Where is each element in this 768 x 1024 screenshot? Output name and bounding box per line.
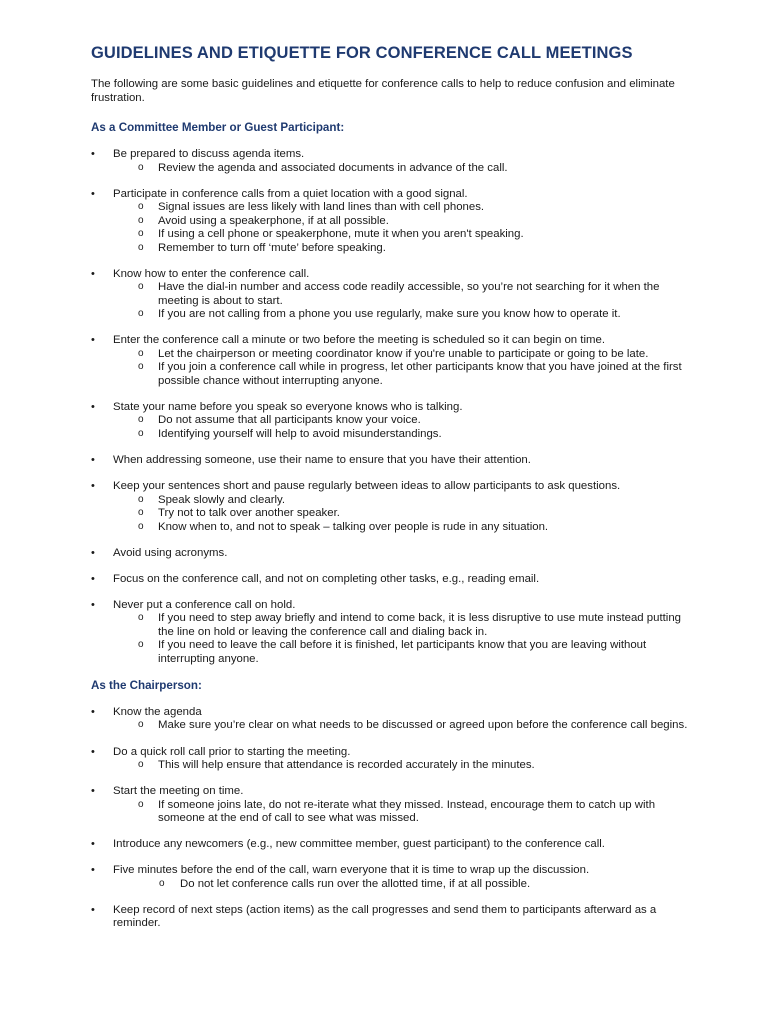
list-item [91,401,698,442]
sub-list-item: o Speak slowly and clearly. [113,494,698,508]
list-item [91,838,698,852]
list-item-text: Keep record of next steps (action items) as the call progresses and send them to participants afterward as a reminder. [113,903,657,930]
intro-paragraph: The following are some basic guidelines and etiquette for conference calls to help to reduce confusion and eliminate frustration. [91,78,675,104]
sub-list-item: o Identifying yourself will help to avoid misunderstandings. [113,428,698,442]
list-item [91,864,698,891]
sub-list-item: o If you join a conference call while in progress, let other participants know that you have joined at the first possible chance without interrupting anyone. [113,361,698,388]
list-item-text: Five minutes before the end of the call, warn everyone that it is time to wrap up the discussion. [113,864,590,877]
section-0 [91,121,698,666]
list-item-text: Be prepared to discuss agenda items. [113,148,305,160]
sub-list [113,719,698,733]
sub-list [113,799,698,826]
list-item-text: Participate in conference calls from a quiet location with a good signal. [113,187,468,200]
sub-list-item: o Try not to talk over another speaker. [113,507,698,521]
list-item [91,573,698,587]
sub-list-item: o Let the chairperson or meeting coordinator know if you're unable to participate or going to be late. [113,348,698,362]
sub-list [113,759,698,773]
section-1 [91,679,698,931]
list-item-text: Never put a conference call on hold. [113,598,296,611]
list-item-text: Focus on the conference call, and not on completing other tasks, e.g., reading email. [113,572,540,585]
sub-list [113,162,698,176]
list-item [91,547,698,561]
sub-list-item: o If you need to leave the call before it is finished, let participants know that you are leaving without interrupting anyone. [113,639,698,666]
bullet-list [91,706,698,931]
list-item-text: State your name before you speak so everyone knows who is talking. [113,400,463,413]
list-item [91,268,698,322]
sub-list-item: o If using a cell phone or speakerphone, mute it when you aren't speaking. [113,228,698,242]
section-heading: As a Committee Member or Guest Participant: [91,121,345,134]
section-heading: As the Chairperson: [91,678,202,692]
list-item [91,188,698,256]
list-item-text: Know the agenda [113,705,202,718]
sub-list-item: o Avoid using a speakerphone, if at all possible. [113,215,698,229]
sub-list [113,201,698,255]
sub-list-item: o Do not let conference calls run over the allotted time, if at all possible. [113,878,698,892]
sub-list-item: o Make sure you’re clear on what needs to be discussed or agreed upon before the conference call begins. [113,719,698,733]
sub-list-item: o Remember to turn off ‘mute’ before speaking. [113,242,698,256]
list-item-text: When addressing someone, use their name to ensure that you have their attention. [113,453,531,466]
bullet-list [91,148,698,666]
list-item [91,334,698,388]
sub-list-item: o Do not assume that all participants know your voice. [113,414,698,428]
sections-container [91,121,698,931]
sub-list-item: o Know when to, and not to speak – talking over people is rude in any situation. [113,521,698,535]
list-item-text: Do a quick roll call prior to starting the meeting. [113,745,351,758]
sub-list-item: o If you are not calling from a phone you use regularly, make sure you know how to operate it. [113,308,698,322]
list-item [91,746,698,773]
list-item [91,706,698,733]
list-item-text: Start the meeting on time. [113,785,244,798]
page-title: GUIDELINES AND ETIQUETTE FOR CONFERENCE CALL MEETINGS [91,44,633,62]
list-item [91,148,698,175]
list-item [91,454,698,468]
sub-list [113,494,698,535]
sub-list [113,414,698,441]
list-item-text: Keep your sentences short and pause regularly between ideas to allow participants to ask questions. [113,480,621,493]
list-item [91,785,698,826]
list-item-text: Avoid using acronyms. [113,546,228,559]
sub-list [113,348,698,389]
sub-list [113,612,698,666]
sub-list-item: o This will help ensure that attendance is recorded accurately in the minutes. [113,759,698,773]
list-item-text: Enter the conference call a minute or two before the meeting is scheduled so it can begin on time. [113,334,605,347]
sub-list-item: o If you need to step away briefly and intend to come back, it is less disruptive to use mute instead putting the line on hold or leaving the conference call and dialing back in. [113,612,698,639]
list-item-text: Know how to enter the conference call. [113,267,310,280]
list-item [91,904,698,931]
sub-list-item: o Signal issues are less likely with land lines than with cell phones. [113,201,698,215]
sub-list [113,878,698,892]
sub-list-item: o Have the dial-in number and access code readily accessible, so you’re not searching for it when the meeting is about to start. [113,281,698,308]
list-item [91,480,698,534]
sub-list-item: o Review the agenda and associated documents in advance of the call. [113,162,698,176]
sub-list-item: o If someone joins late, do not re-iterate what they missed. Instead, encourage them to catch up with someone at the end of call to see what was missed. [113,799,698,826]
list-item-text: Introduce any newcomers (e.g., new committee member, guest participant) to the conference call. [113,838,605,851]
list-item [91,599,698,667]
sub-list [113,281,698,322]
